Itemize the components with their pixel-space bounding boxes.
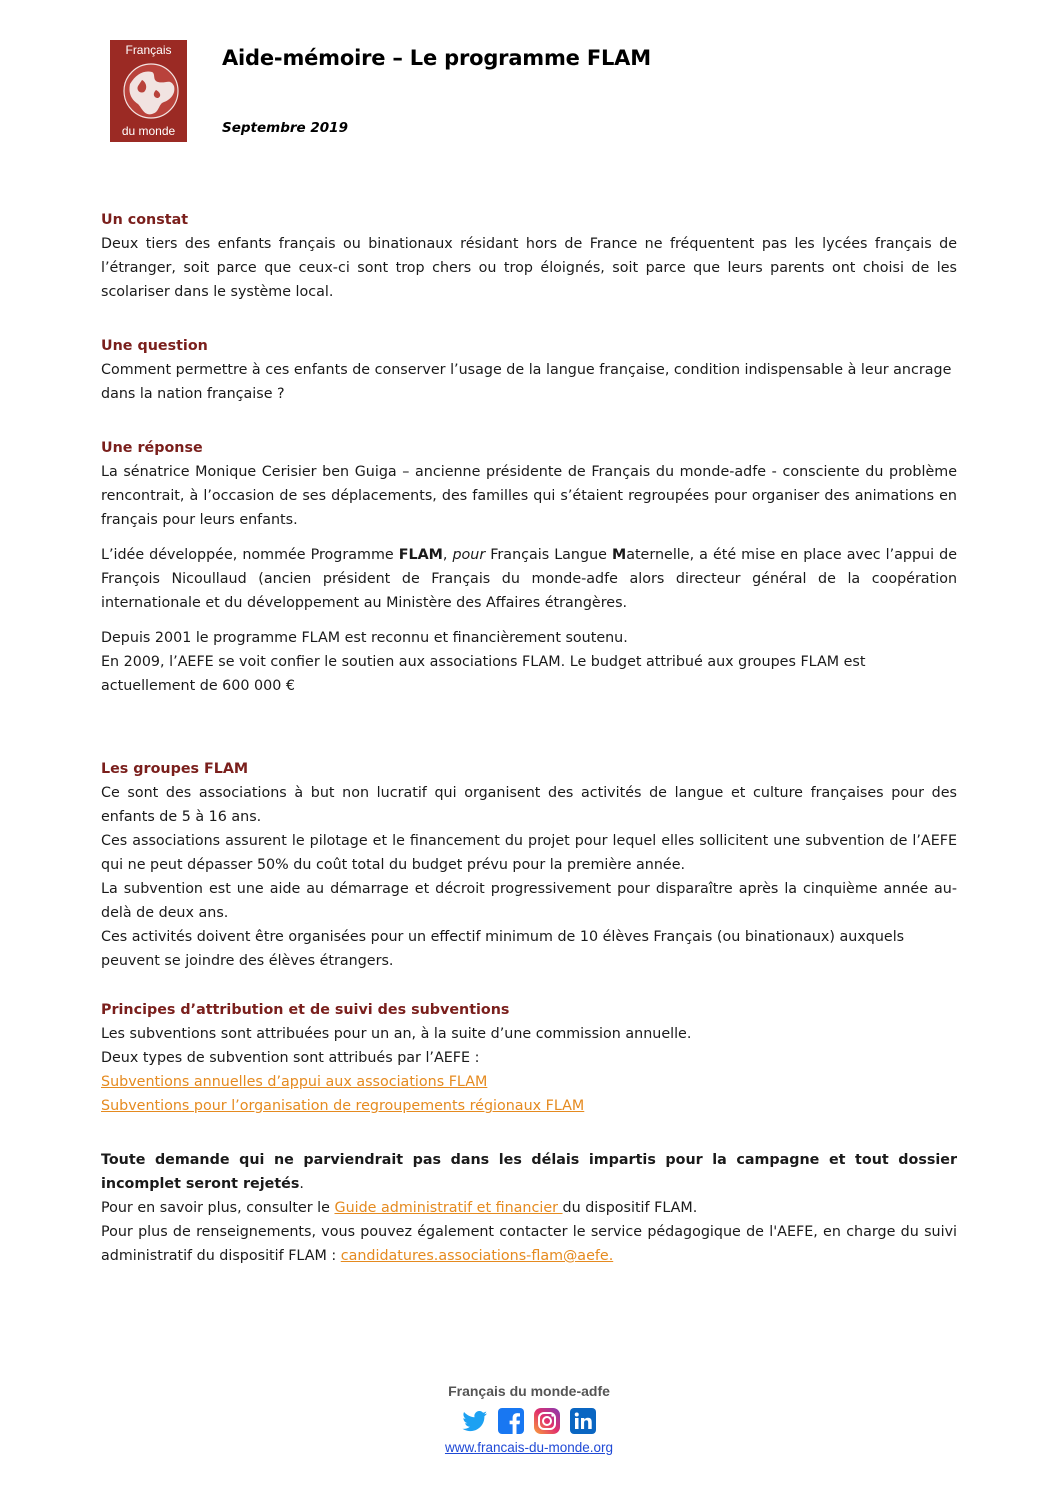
- footer-org: Français du monde-adfe: [448, 1383, 610, 1399]
- section-heading: Une question: [101, 338, 208, 354]
- facebook-icon[interactable]: [496, 1406, 526, 1436]
- social-icons: [0, 1406, 1058, 1438]
- text-bold: M: [611, 547, 627, 563]
- text-run: L’idée développée, nommée Programme: [101, 547, 399, 563]
- logo-text-top: Français: [125, 43, 172, 57]
- section-reponse: [101, 436, 957, 698]
- text-run: Pour en savoir plus, consulter le: [101, 1200, 335, 1216]
- text-run: Pour plus de renseignements, vous pouvez également contacter le service pédagogique de l'AEFE, en charge du suivi administratif du dispositif FLAM :: [101, 1224, 957, 1264]
- text-run: Français Langue: [485, 547, 612, 563]
- document-body: [101, 208, 957, 1268]
- section-constat: [101, 208, 957, 304]
- paragraph: En 2009, l’AEFE se voit confier le soutien aux associations FLAM. Le budget attribué aux groupes FLAM est actuellement de 600 000 €: [101, 654, 866, 694]
- paragraph: Comment permettre à ces enfants de conserver l’usage de la langue française, condition indispensable à leur ancrage dans la nation française ?: [101, 362, 952, 402]
- twitter-icon[interactable]: [460, 1406, 490, 1436]
- paragraph: Deux types de subvention sont attribués par l’AEFE :: [101, 1050, 480, 1066]
- paragraph: [101, 1148, 957, 1196]
- logo-text-bottom: du monde: [121, 124, 176, 138]
- footer: [0, 1382, 1058, 1455]
- section-heading: Une réponse: [101, 440, 203, 456]
- text-italic: pour: [452, 547, 486, 563]
- linkedin-icon[interactable]: [568, 1406, 598, 1436]
- section-final: [101, 1148, 957, 1268]
- link-email[interactable]: candidatures.associations-flam@aefe.: [340, 1248, 614, 1264]
- text-run: ,: [442, 547, 453, 563]
- section-heading: Un constat: [101, 212, 189, 228]
- text-run: du dispositif FLAM.: [562, 1200, 698, 1216]
- page-title: Aide-mémoire – Le programme FLAM: [222, 46, 651, 70]
- footer-website-link[interactable]: www.francais-du-monde.org: [444, 1440, 614, 1455]
- instagram-icon[interactable]: [532, 1406, 562, 1436]
- section-principes: [101, 998, 957, 1118]
- paragraph: Ce sont des associations à but non lucratif qui organisent des activités de langue et culture françaises pour des enfants de 5 à 16 ans.: [101, 785, 957, 825]
- paragraph: La sénatrice Monique Cerisier ben Guiga – ancienne présidente de Français du monde-adfe - consciente du problème rencontrait, à l’occasion de ses déplacements, des familles qui s’étaient regroupées pour organiser des animations en français pour leurs enfants.: [101, 464, 957, 528]
- globe-icon: [122, 60, 180, 122]
- paragraph: La subvention est une aide au démarrage et décroit progressivement pour disparaître après la cinquième année au-delà de deux ans.: [101, 881, 957, 921]
- paragraph: Ces activités doivent être organisées pour un effectif minimum de 10 élèves Français (ou binationaux) auxquels peuvent se joindre des élèves étrangers.: [101, 929, 905, 969]
- paragraph: Deux tiers des enfants français ou binationaux résidant hors de France ne fréquentent pas les lycées français de l’étranger, soit parce que ceux-ci sont trop chers ou trop éloignés, soit parce que leurs parents ont choisi de les scolariser dans le système local.: [101, 236, 957, 300]
- link-subventions-regroupements[interactable]: Subventions pour l’organisation de regroupements régionaux FLAM: [101, 1098, 585, 1114]
- page-date: Septembre 2019: [222, 120, 348, 136]
- logo: [110, 40, 187, 142]
- paragraph: [101, 1220, 957, 1268]
- text-bold: FLAM: [398, 547, 443, 563]
- section-question: [101, 334, 957, 406]
- section-groupes: [101, 757, 957, 973]
- text-run: aternelle, a été mise en place avec l’appui de François Nicoullaud (ancien président de Français du monde-adfe alors directeur général de la coopération internationale et du développement au Ministère des Affaires étrangères.: [101, 547, 957, 611]
- paragraph: [101, 543, 957, 615]
- paragraph: Ces associations assurent le pilotage et le financement du projet pour lequel elles sollicitent une subvention de l’AEFE qui ne peut dépasser 50% du coût total du budget prévu pour la première année.: [101, 833, 957, 873]
- paragraph: Les subventions sont attribuées pour un an, à la suite d’une commission annuelle.: [101, 1026, 692, 1042]
- paragraph: [101, 1196, 957, 1220]
- section-heading: Principes d’attribution et de suivi des subventions: [101, 1002, 510, 1018]
- section-heading: Les groupes FLAM: [101, 761, 249, 777]
- link-guide[interactable]: Guide administratif et financier: [334, 1200, 563, 1216]
- text-bold: Toute demande qui ne parviendrait pas dans les délais impartis pour la campagne et tout dossier incomplet seront rejetés: [101, 1152, 957, 1192]
- text-run: .: [299, 1176, 304, 1192]
- link-subventions-annuelles[interactable]: Subventions annuelles d’appui aux associations FLAM: [101, 1074, 488, 1090]
- paragraph: Depuis 2001 le programme FLAM est reconnu et financièrement soutenu.: [101, 630, 628, 646]
